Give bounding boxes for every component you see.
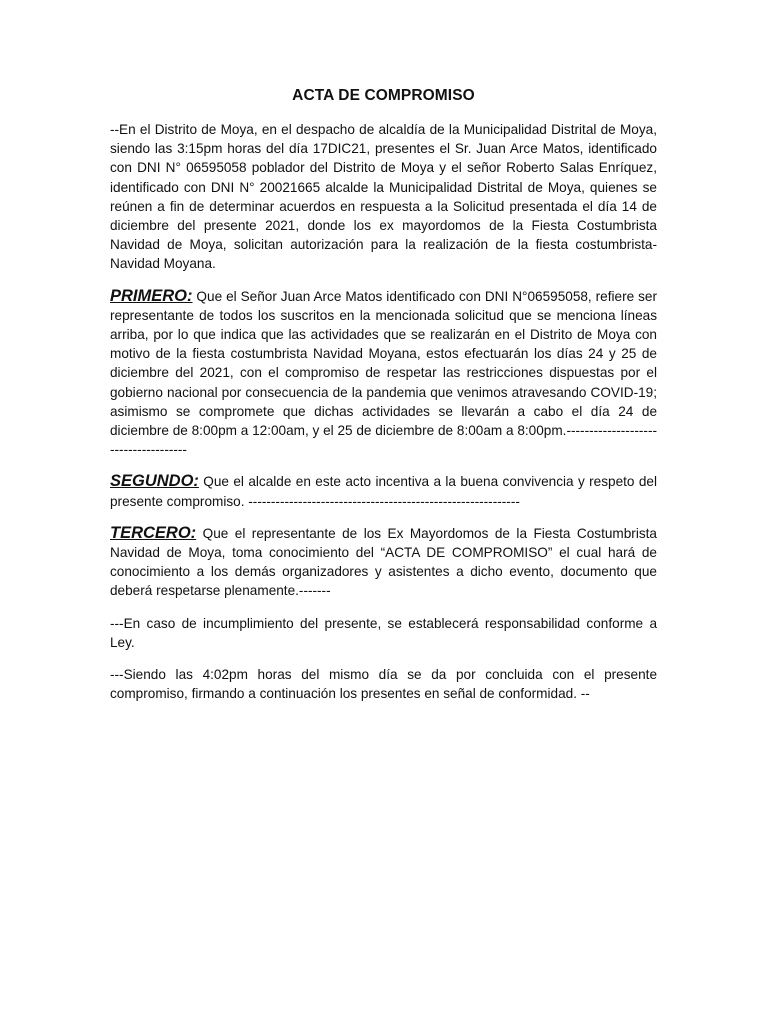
clause-text-tercero: Que el representante de los Ex Mayordomos de la Fiesta Costumbrista Navidad de Moya, toma conocimiento del “ACTA DE COMPROMISO” el cual hará de conocimiento a los demás organizadores y asistentes a dicho evento, documento que deberá respetarse plenamente.------- — [110, 525, 657, 599]
clause-primero — [110, 287, 657, 460]
clause-heading-tercero: TERCERO: — [110, 523, 197, 542]
document-title: ACTA DE COMPROMISO — [292, 87, 475, 104]
clause-heading-segundo: SEGUNDO: — [110, 472, 199, 491]
clause-heading-primero: PRIMERO: — [110, 286, 193, 305]
document-page — [110, 86, 657, 703]
closing-paragraph-conclusion: ---Siendo las 4:02pm horas del mismo día se da por concluida con el presente compromiso, firmando a continuación los presentes en señal de conformidad. -- — [110, 667, 657, 702]
intro-paragraph: --En el Distrito de Moya, en el despacho de alcaldía de la Municipalidad Distrital de Moya, siendo las 3:15pm horas del día 17DIC21, presentes el Sr. Juan Arce Matos, identificado con DNI N° 06595058 poblador del Distrito de Moya y el señor Roberto Salas Enríquez, identificado con DNI N° 20021665 alcalde la Municipalidad Distrital de Moya, quienes se reúnen a fin de determinar acuerdos en respuesta a la Solicitud presentada el día 14 de diciembre del presente 2021, donde los ex mayordomos de la Fiesta Costumbrista Navidad de Moya, solicitan autorización para la realización de la fiesta costumbrista-Navidad Moyana. — [110, 122, 657, 272]
clause-tercero — [110, 524, 657, 601]
clause-text-segundo: Que el alcalde en este acto incentiva a la buena convivencia y respeto del presente compromiso. ------------------------------------------------------------ — [110, 474, 657, 509]
clause-text-primero: Que el Señor Juan Arce Matos identificado con DNI N°06595058, refiere ser representante de todos los suscritos en la mencionada solicitud que se menciona líneas arriba, por lo que indica que las actividades que se realizarán en el Distrito de Moya con motivo de la fiesta costumbrista Navidad Moyana, estos efectuarán los días 24 y 25 de diciembre del 2021, con el compromiso de respetar las restricciones dispuestas por el gobierno nacional por consecuencia de la pandemia que venimos atravesando COVID-19; asimismo se compromete que dichas actividades se llevarán a cabo el día 24 de diciembre de 8:00pm a 12:00am, y el 25 de diciembre de 8:00am a 8:00pm.------------------------------------- — [110, 288, 657, 458]
closing-paragraph-incumplimiento: ---En caso de incumplimiento del presente, se establecerá responsabilidad conforme a Ley. — [110, 615, 657, 650]
clause-segundo — [110, 472, 657, 510]
